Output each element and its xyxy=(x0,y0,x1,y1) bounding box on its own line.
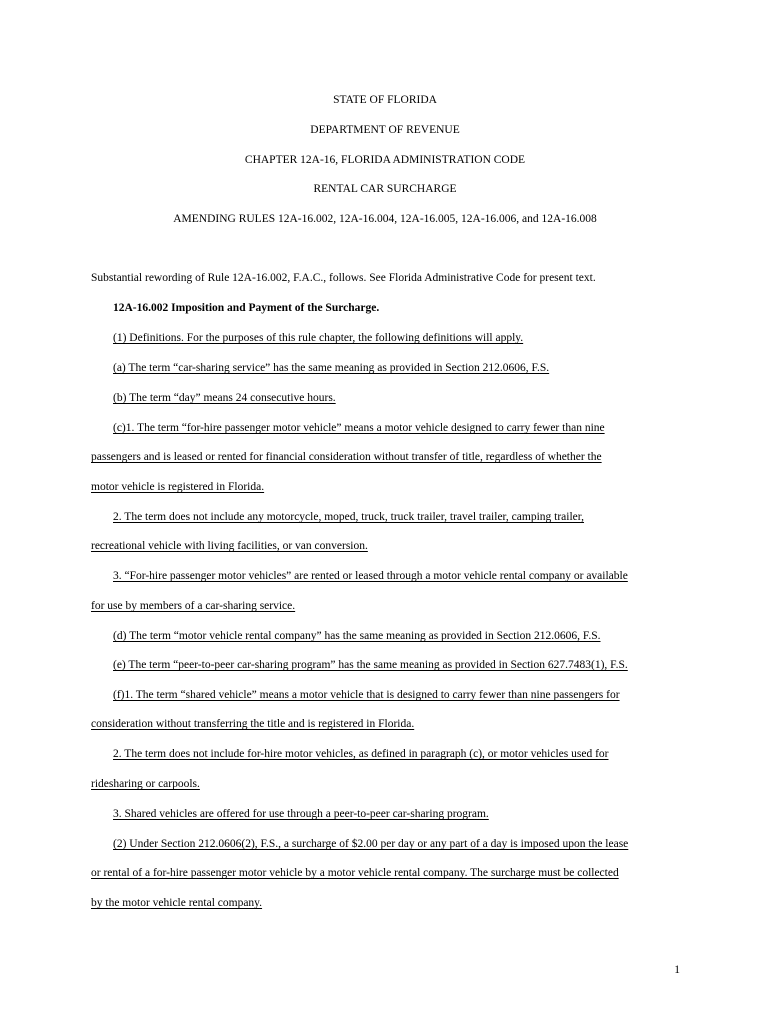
text-line: for use by members of a car-sharing service. xyxy=(91,600,296,612)
text-line: 3. Shared vehicles are offered for use through a peer-to-peer car-sharing program. xyxy=(113,808,489,820)
text-line: (c)1. The term “for-hire passenger motor vehicle” means a motor vehicle designed to carry fewer than nine xyxy=(113,422,605,434)
intro-text: Substantial rewording of Rule 12A-16.002, F.A.C., follows. See Florida Administrative Code for present text. xyxy=(91,272,596,284)
text-line: (f)1. The term “shared vehicle” means a motor vehicle that is designed to carry fewer than nine passengers for xyxy=(113,689,620,701)
rule-title: 12A-16.002 Imposition and Payment of the Surcharge. xyxy=(113,302,380,314)
header-subject: RENTAL CAR SURCHARGE xyxy=(313,183,457,195)
text-line: 2. The term does not include any motorcycle, moped, truck, truck trailer, travel trailer, camping trailer, xyxy=(113,511,585,523)
text-line: or rental of a for-hire passenger motor vehicle by a motor vehicle rental company. The surcharge must be collected xyxy=(91,867,619,879)
header-amending: AMENDING RULES 12A-16.002, 12A-16.004, 12A-16.005, 12A-16.006, and 12A-16.008 xyxy=(173,213,597,225)
text-line: recreational vehicle with living facilities, or van conversion. xyxy=(91,540,368,552)
text-line: (1) Definitions. For the purposes of this rule chapter, the following definitions will apply. xyxy=(113,332,524,344)
text-line: (2) Under Section 212.0606(2), F.S., a surcharge of $2.00 per day or any part of a day is imposed upon the lease xyxy=(113,838,629,850)
text-line: (b) The term “day” means 24 consecutive hours. xyxy=(113,392,336,404)
text-line: (a) The term “car-sharing service” has the same meaning as provided in Section 212.0606, F.S. xyxy=(113,362,550,374)
text-line: (e) The term “peer-to-peer car-sharing program” has the same meaning as provided in Section 627.7483(1), F.S. xyxy=(113,659,628,671)
text-line: passengers and is leased or rented for financial consideration without transfer of title, regardless of whether the xyxy=(91,451,602,463)
text-line: motor vehicle is registered in Florida. xyxy=(91,481,265,493)
header-state: STATE OF FLORIDA xyxy=(333,94,437,106)
header-department: DEPARTMENT OF REVENUE xyxy=(310,124,460,136)
text-line: consideration without transferring the title and is registered in Florida. xyxy=(91,718,415,730)
text-line: 2. The term does not include for-hire motor vehicles, as defined in paragraph (c), or motor vehicles used for xyxy=(113,748,609,760)
text-line: by the motor vehicle rental company. xyxy=(91,897,263,909)
text-line: 3. “For-hire passenger motor vehicles” are rented or leased through a motor vehicle rental company or available xyxy=(113,570,628,582)
text-line: (d) The term “motor vehicle rental company” has the same meaning as provided in Section 212.0606, F.S. xyxy=(113,630,601,642)
page-number: 1 xyxy=(674,964,680,976)
header-chapter: CHAPTER 12A-16, FLORIDA ADMINISTRATION CODE xyxy=(244,154,526,166)
text-line: ridesharing or carpools. xyxy=(91,778,200,790)
